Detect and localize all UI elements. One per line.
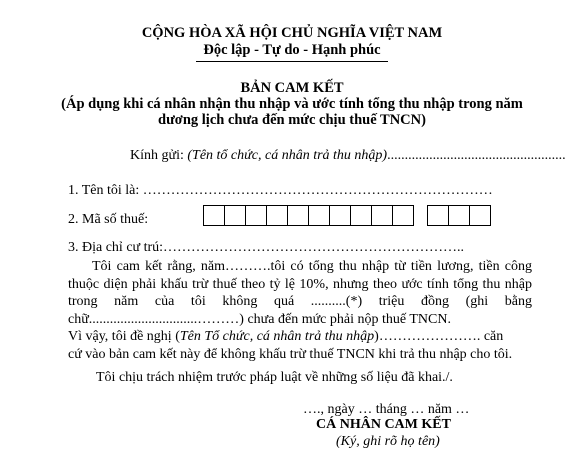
tax-digit-box[interactable] (392, 205, 414, 226)
signature-title: CÁ NHÂN CAM KẾT (316, 417, 451, 432)
tax-digit-box[interactable] (266, 205, 288, 226)
name-field[interactable]: 1. Tên tôi là: ………………………………………………………………… (68, 183, 493, 198)
tax-digit-box[interactable] (448, 205, 470, 226)
responsibility-statement: Tôi chịu trách nhiệm trước pháp luật về những số liệu đã khai./. (96, 370, 453, 385)
signature-note: (Ký, ghi rõ họ tên) (336, 434, 440, 449)
signature-date: …., ngày … tháng … năm … (303, 402, 470, 417)
motto-heading: Độc lập - Tự do - Hạnh phúc (203, 42, 381, 58)
address-field[interactable]: 3. Địa chỉ cư trú:……………………………………………………….. (68, 240, 465, 255)
tax-digit-box[interactable] (371, 205, 393, 226)
paragraph1-line2: thuộc diện phải khấu trừ thuế theo tỷ lệ 10%, nhưng theo ước tính tổng thu nhập (68, 276, 532, 292)
tax-digit-box[interactable] (469, 205, 491, 226)
dear-recipient: (Tên tổ chức, cá nhân trả thu nhập) (187, 148, 388, 163)
paragraph1-line4: chữ...............................………) chưa đến mức phải nộp thuế TNCN. (68, 311, 451, 327)
tax-digit-box[interactable] (203, 205, 225, 226)
tax-digit-box[interactable] (308, 205, 330, 226)
dear-line (130, 148, 566, 164)
paragraph2-line2: cứ vào bản cam kết này để không khấu trừ thuế TNCN khi trả thu nhập cho tôi. (68, 346, 513, 362)
tax-digit-box[interactable] (427, 205, 449, 226)
paragraph2-line1: Vì vậy, tôi đề nghị (Tên Tổ chức, cá nhân trả thu nhập)…………………. căn (68, 329, 504, 344)
dear-dots: ................................................... (387, 148, 566, 163)
tax-digit-box[interactable] (224, 205, 246, 226)
tax-digit-box[interactable] (287, 205, 309, 226)
tax-digit-box[interactable] (350, 205, 372, 226)
republic-heading: CỘNG HÒA XÃ HỘI CHỦ NGHĨA VIỆT NAM (141, 25, 443, 41)
document-subtitle-line1: (Áp dụng khi cá nhân nhận thu nhập và ước tính tổng thu nhập trong năm (61, 96, 523, 112)
tax-box-gap (414, 205, 428, 226)
dear-label: Kính gửi: (130, 148, 188, 163)
commitment-paragraph (68, 258, 532, 363)
document-subtitle-line2: dương lịch chưa đến mức chịu thuế TNCN) (158, 112, 426, 128)
tax-code-label: 2. Mã số thuế: (68, 212, 149, 227)
tax-digit-box[interactable] (329, 205, 351, 226)
motto-underline (196, 61, 388, 62)
document-title: BẢN CAM KẾT (240, 80, 344, 96)
paragraph1-line1: Tôi cam kết rằng, năm……….tôi có tổng thu nhập từ tiền lương, tiền công (92, 259, 532, 274)
paragraph1-line3: trong năm của tôi không quá ..........(*) triệu đồng (ghi bằng (68, 294, 532, 309)
tax-code-boxes[interactable] (204, 205, 491, 226)
tax-digit-box[interactable] (245, 205, 267, 226)
